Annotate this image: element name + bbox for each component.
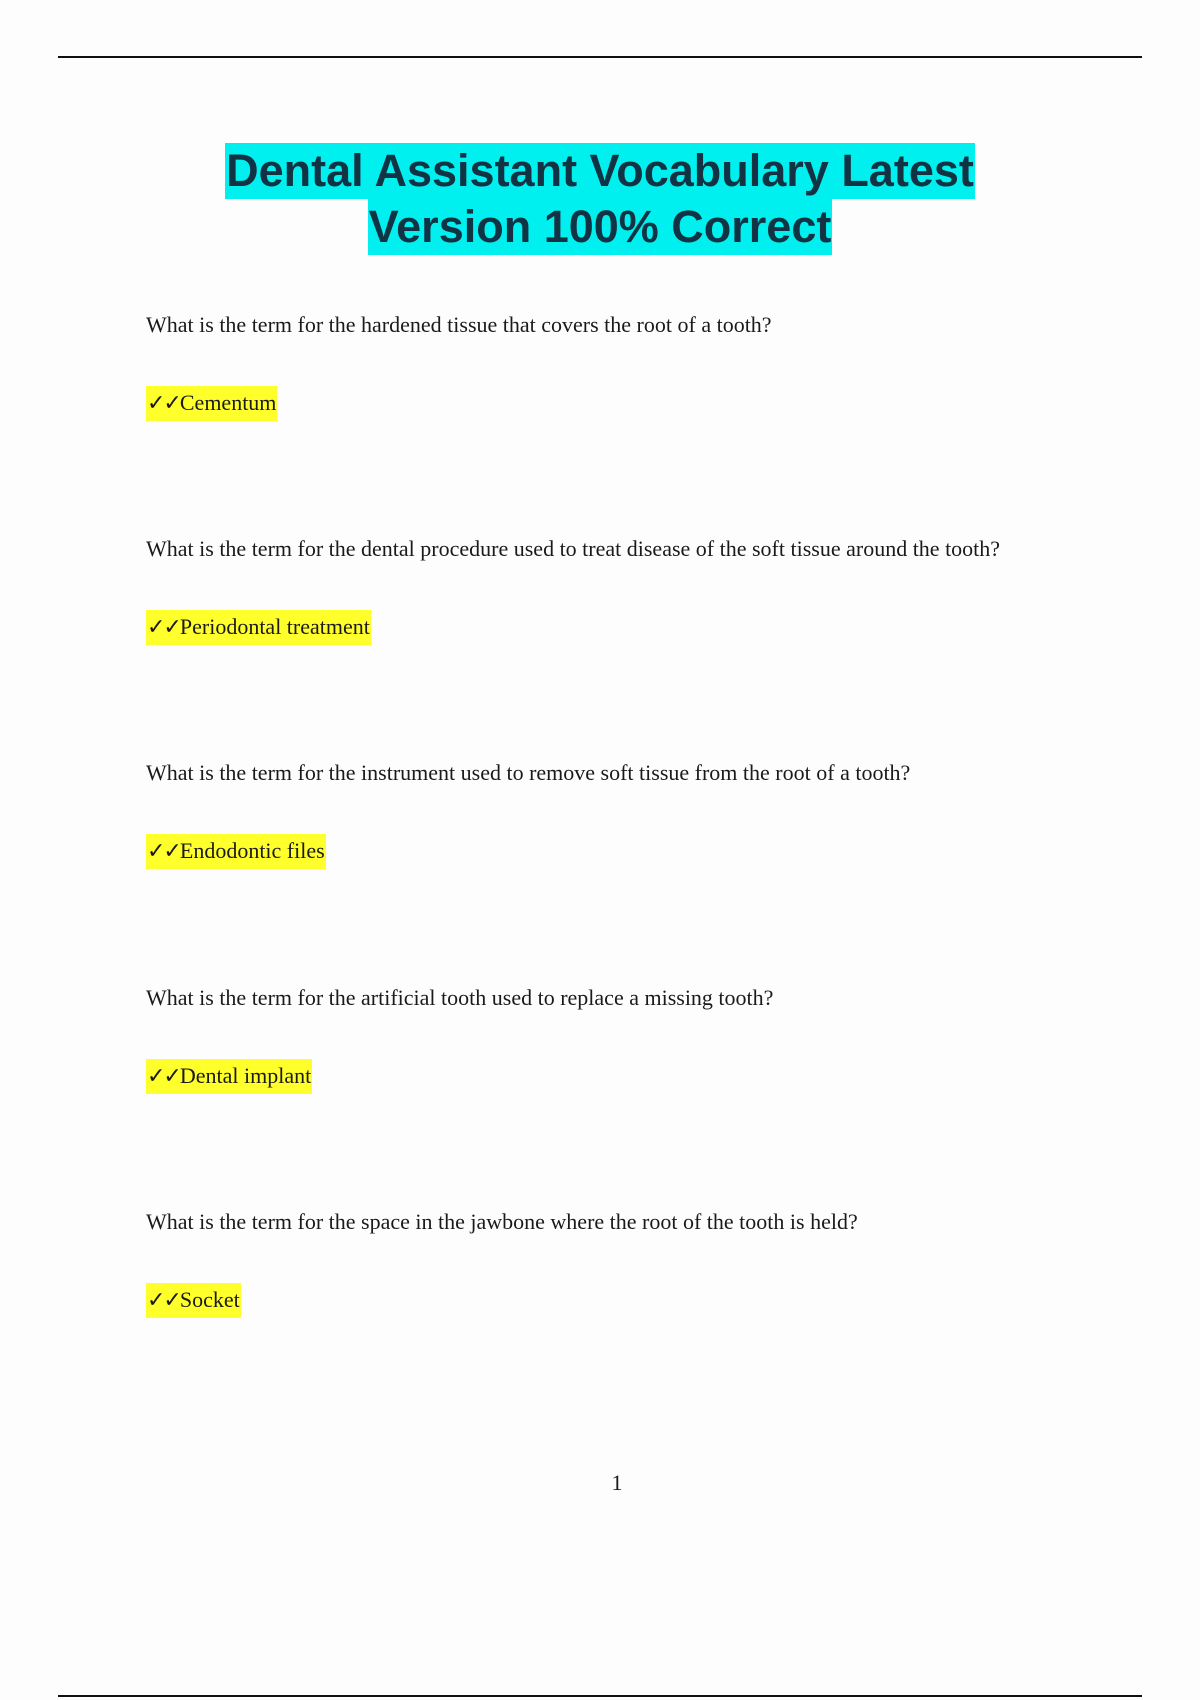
answer-text: Cementum xyxy=(179,390,277,415)
answer-text: Endodontic files xyxy=(179,838,325,863)
double-check-icon: ✓✓ xyxy=(147,1064,180,1089)
double-check-icon: ✓✓ xyxy=(147,839,180,864)
double-check-icon: ✓✓ xyxy=(147,391,180,416)
title-line-1: Dental Assistant Vocabulary Latest xyxy=(225,143,975,199)
question-text: What is the term for the space in the jawbone where the root of the tooth is held? xyxy=(146,1209,858,1234)
qa-item-2 xyxy=(146,535,1106,640)
double-check-icon: ✓✓ xyxy=(147,615,180,640)
qa-item-5 xyxy=(146,1208,1106,1313)
question-text: What is the term for the hardened tissue that covers the root of a tooth? xyxy=(146,312,772,337)
answer-highlight xyxy=(146,1283,241,1318)
answer-highlight xyxy=(146,386,277,421)
answer-highlight xyxy=(146,610,371,645)
answer-text: Dental implant xyxy=(179,1063,312,1088)
answer-text: Socket xyxy=(179,1287,240,1312)
title-line-2: Version 100% Correct xyxy=(368,199,833,255)
header-rule xyxy=(58,56,1142,58)
question-text: What is the term for the instrument used to remove soft tissue from the root of a tooth? xyxy=(146,760,911,785)
question-text: What is the term for the artificial tooth used to replace a missing tooth? xyxy=(146,985,774,1010)
answer-highlight xyxy=(146,834,326,869)
qa-item-3 xyxy=(146,759,1106,864)
answer-highlight xyxy=(146,1059,312,1094)
qa-item-1 xyxy=(146,311,1106,416)
double-check-icon: ✓✓ xyxy=(147,1288,180,1313)
answer-text: Periodontal treatment xyxy=(179,614,370,639)
document-title xyxy=(0,143,1200,255)
qa-item-4 xyxy=(146,984,1106,1089)
question-text: What is the term for the dental procedure used to treat disease of the soft tissue around the tooth? xyxy=(146,536,1001,561)
footer-rule xyxy=(58,1695,1142,1697)
page-number: 1 xyxy=(611,1470,623,1495)
